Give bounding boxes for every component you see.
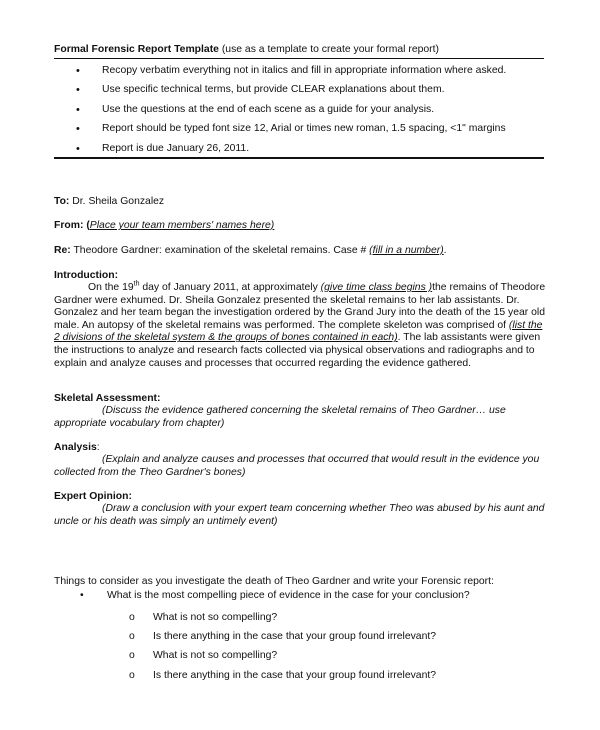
bullet-icon: • (80, 590, 84, 601)
circle-bullet-icon: o (129, 612, 135, 623)
list-item: • Report is due January 26, 2011. (76, 142, 250, 155)
re-fill: (fill in a number) (369, 245, 444, 256)
re-line: Re: Theodore Gardner: examination of the skeletal remains. Case # (fill in a number). (54, 245, 447, 256)
skeletal-title: Skeletal Assessment: (54, 393, 161, 404)
analysis-paragraph: (Explain and analyze causes and processes that occurred that would result in the evidence you collected from the Theo Gardner's bones) (54, 454, 540, 478)
analysis-title: Analysis: (54, 442, 100, 453)
header-rule (54, 58, 544, 59)
re-value: Theodore Gardner: examination of the skeletal remains. Case # (70, 245, 370, 256)
expert-title: Expert Opinion: (54, 491, 132, 502)
from-label: From: ( (54, 220, 90, 231)
bullet-icon: • (76, 142, 80, 155)
re-label: Re: (54, 245, 71, 256)
document-subtitle: (use as a template to create your formal report) (218, 44, 439, 55)
circle-bullet-icon: o (129, 631, 135, 642)
document-header (54, 44, 544, 57)
bullet-icon: • (76, 123, 80, 136)
introduction-paragraph: On the 19th day of January 2011, at approximately (give time class begins )the remains of Theodore Gardner were exhumed. Dr. Sheila Gonzalez presented the skeletal remains to her lab assistants. Dr. Gonzalez and her team began the investigation ordered by the Grand Jury into the death of the 15 year old male. An autopsy of the skeletal remains was performed. The complete skeleton was comprised of (list the 2 divisions of the skeletal system & the groups of bones contained in each). The lab assistants were given the instructions to analyze and research facts collected via physical observations and radiographs and to explain and analyze causes and processes that occurred regarding the evidence gathered. (54, 280, 546, 369)
from-value: Place your team members' names here) (89, 220, 275, 231)
time-fill: (give time class begins ) (320, 282, 433, 293)
to-line (54, 196, 544, 209)
circle-bullet-icon: o (129, 650, 135, 661)
list-item: • Report should be typed font size 12, Arial or times new roman, 1.5 spacing, <1" margins (76, 123, 506, 136)
circle-bullet-icon: o (129, 670, 135, 681)
document-title: Formal Forensic Report Template (54, 44, 219, 55)
skeletal-paragraph: (Discuss the evidence gathered concerning the skeletal remains of Theo Gardner… use appropriate vocabulary from chapter) (54, 405, 506, 429)
expert-paragraph: (Draw a conclusion with your expert team concerning whether Theo was abused by his aunt and uncle or his death was simply an untimely event) (54, 503, 545, 527)
instructions-list (54, 64, 544, 161)
list-item: • Use specific technical terms, but provide CLEAR explanations about them. (76, 84, 445, 97)
bullet-icon: • (76, 65, 80, 77)
divisions-fill: (list the 2 divisions of the skeletal system & the groups of bones contained in each) (54, 319, 543, 344)
instructions-rule (54, 157, 544, 159)
list-item: • Recopy verbatim everything not in italics and fill in appropriate information where asked. (76, 65, 507, 77)
list-item: • Use the questions at the end of each scene as a guide for your analysis. (76, 103, 435, 116)
introduction-title: Introduction: (54, 270, 119, 281)
bullet-icon: • (76, 103, 80, 116)
from-line (54, 220, 544, 233)
to-label: To: (54, 196, 70, 207)
to-value: Dr. Sheila Gonzalez (69, 196, 165, 207)
bullet-icon: • (76, 84, 80, 97)
questions-intro: Things to consider as you investigate the death of Theo Gardner and write your Forensic report: (54, 576, 494, 587)
